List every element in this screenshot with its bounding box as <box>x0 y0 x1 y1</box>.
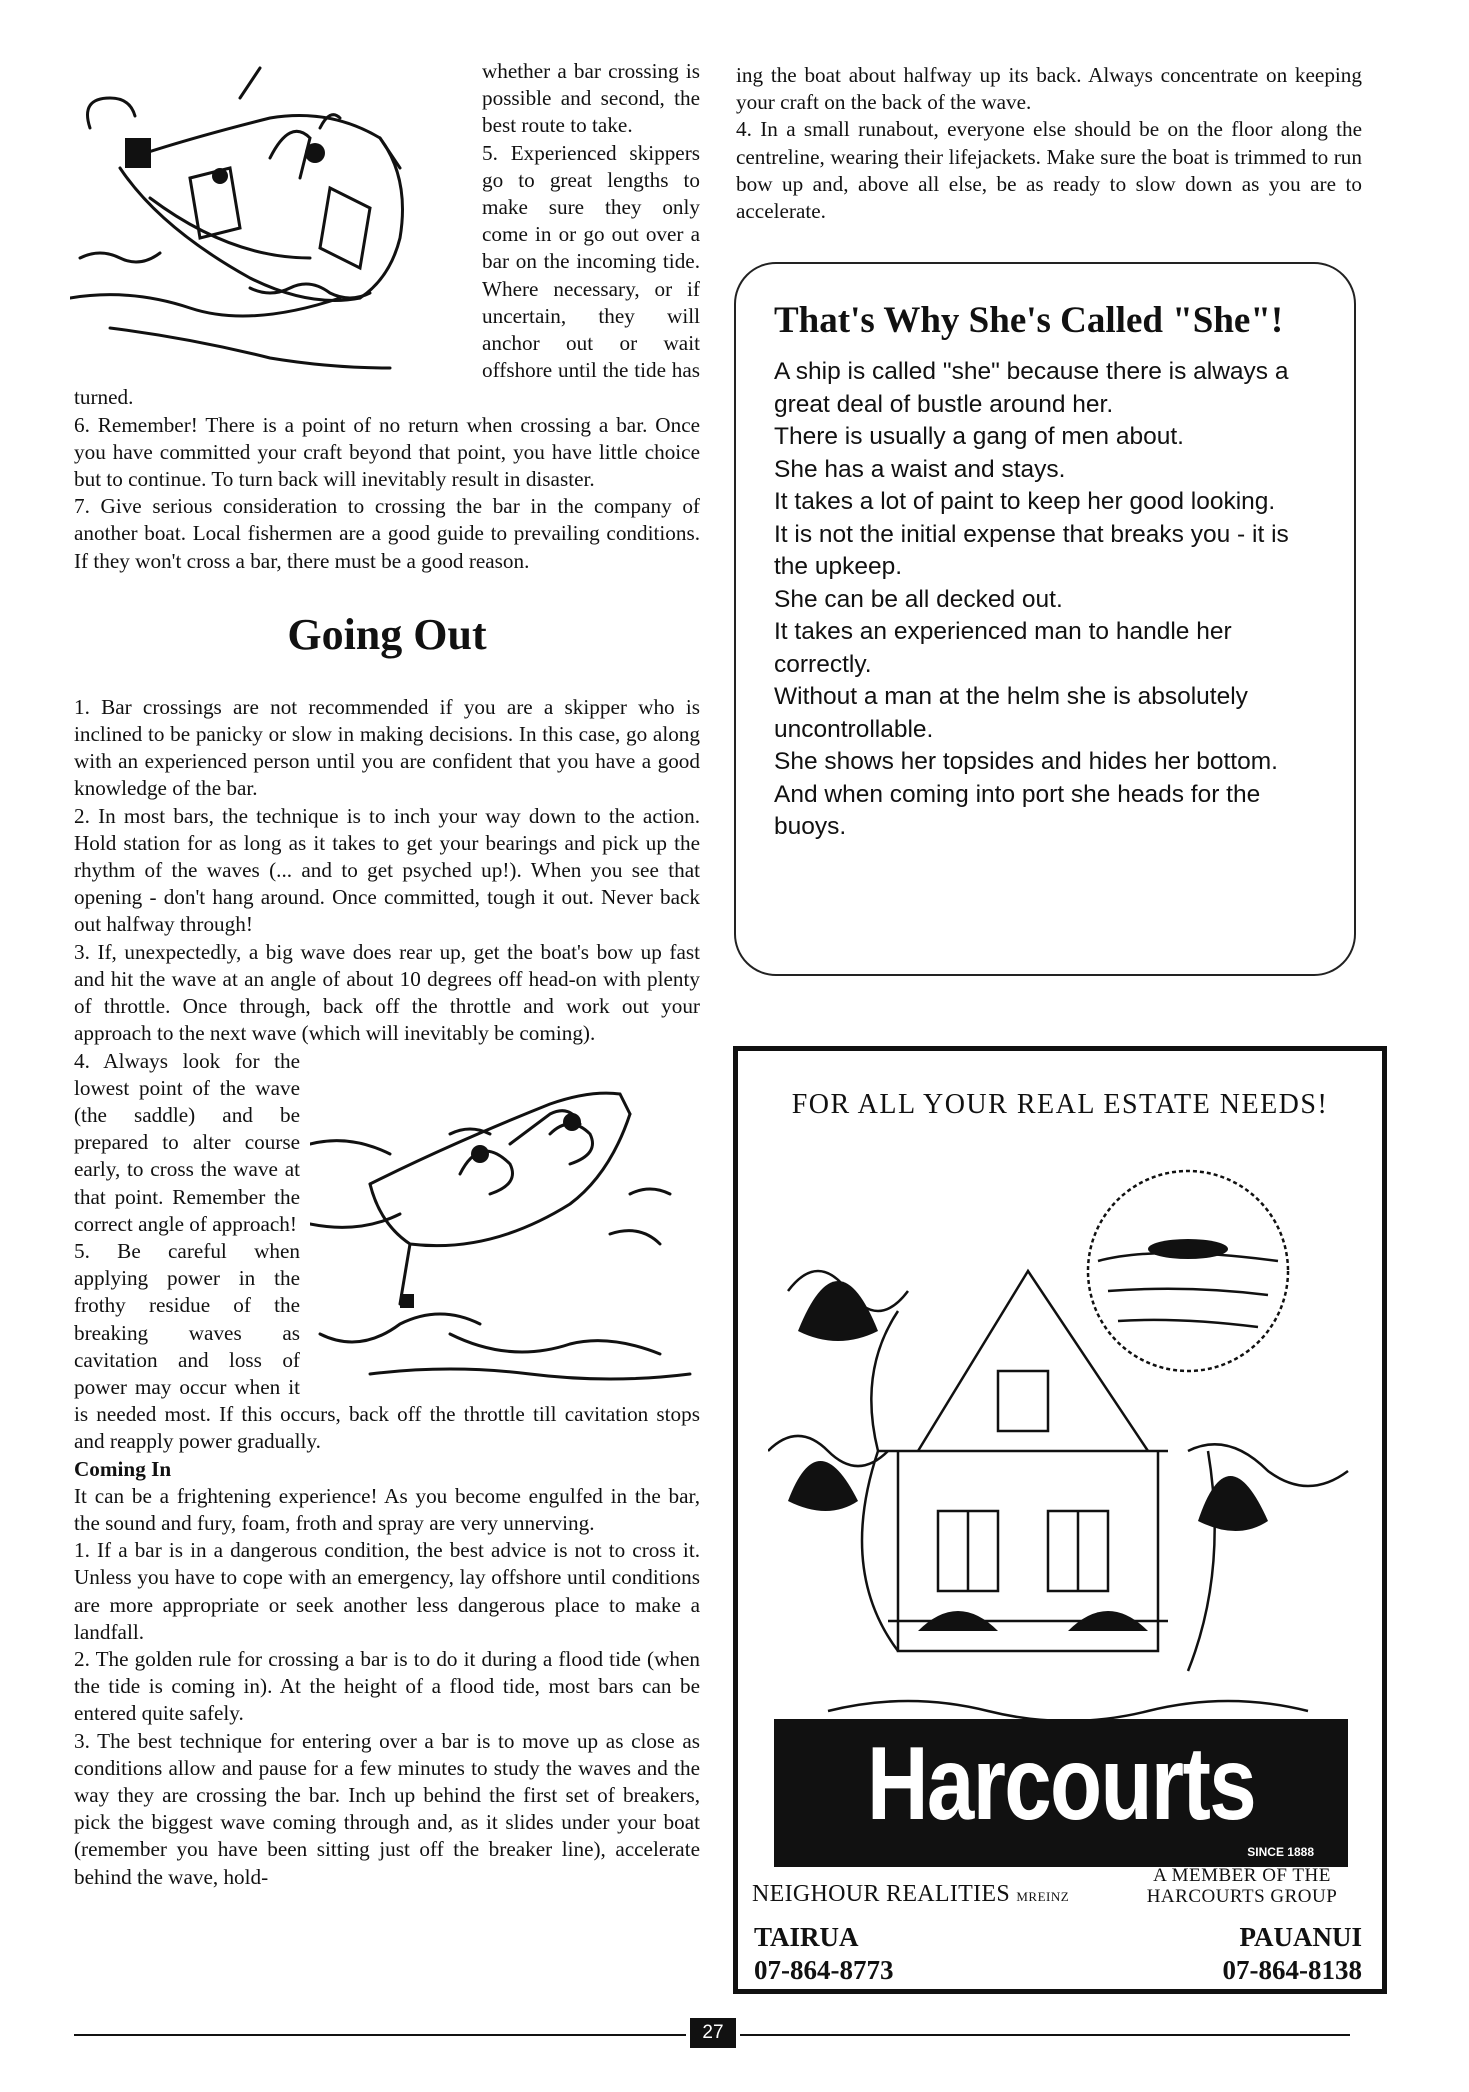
going-out-1: 1. Bar crossings are not recommended if you are a skipper who is inclined to be panicky or slow in making decisions. In this case, go along with an experienced person until you are confident that you have a good knowledge of the bar. <box>74 694 700 801</box>
she-line: And when coming into port she heads for the buoys. <box>774 780 1261 840</box>
she-line: She has a waist and stays. <box>774 455 1066 483</box>
house-illustration <box>768 1151 1358 1781</box>
coming-in-2: 2. The golden rule for crossing a bar is to do it during a flood tide (when the tide is coming in). At the height of a flood tide, most bars can be entered quite safely. <box>74 1646 700 1726</box>
point-4-paragraph: 4. In a small runabout, everyone else should be on the floor along the centreline, wearing their lifejackets. Make sure the boat is trimmed to run bow up and, above all else, be as ready to slow down as you are to accelerate. <box>736 117 1362 224</box>
office-right-phone: 07-864-8138 <box>1222 1955 1362 1985</box>
footer-rule <box>74 2034 686 2036</box>
harcourts-advert <box>733 1046 1387 1994</box>
coming-in-intro: It can be a frightening experience! As you become engulfed in the bar, the sound and fury, foam, froth and spray are very unnerving. <box>74 1483 700 1535</box>
continuation-paragraph: ing the boat about halfway up its back. Always concentrate on keeping your craft on the back of the wave. <box>736 63 1362 115</box>
runabout-illustration <box>310 1054 700 1384</box>
bar-crossing-intro: whether a bar crossing is possible and second, the best route to take. <box>482 59 700 138</box>
harcourts-brand: Harcourts <box>866 1726 1256 1842</box>
member-line-1: A MEMBER OF THE <box>1153 1865 1331 1886</box>
member-statement <box>1122 1865 1362 1907</box>
going-out-5: 5. Be careful when applying power in the frothy residue of the breaking waves as cavitation and loss of power may occur when it is needed most. If this occurs, back off the throttle till cavitation stops and reapply power gradually. <box>74 1238 700 1454</box>
agency-label: NEIGHOUR REALITIES <box>752 1881 1011 1907</box>
footer-rule <box>740 2034 1350 2036</box>
agency-name <box>752 1881 1069 1908</box>
office-pauanui <box>1223 1921 1362 1987</box>
office-left-phone: 07-864-8773 <box>754 1955 894 1985</box>
coming-in-heading: Coming In <box>74 1456 172 1481</box>
member-line-2: HARCOURTS GROUP <box>1146 1886 1338 1907</box>
agency-suffix: MREINZ <box>1016 1889 1070 1904</box>
going-out-4: 4. Always look for the lowest point of the wave (the saddle) and be prepared to alter course early, to cross the wave at that point. Remember the correct angle of approach! <box>74 1048 300 1236</box>
point-5-paragraph: 5. Experienced skippers go to great lengths to make sure they only come in or go out over a bar on the incoming tide. Where necessary, or if uncertain, they will anchor out or wait offshore until the tide has turned. <box>74 140 700 410</box>
she-line: She shows her topsides and hides her bottom. <box>774 748 1278 775</box>
office-tairua <box>754 1921 893 1987</box>
she-line: It takes an experienced man to handle her correctly. <box>774 618 1232 678</box>
she-box-title: That's Why She's Called "She"! <box>774 300 1284 341</box>
she-line: There is usually a gang of men about. <box>774 423 1184 450</box>
she-line: A ship is called "she" because there is always a great deal of bustle around her. <box>774 358 1289 418</box>
office-right-name: PAUANUI <box>1239 1922 1362 1952</box>
harcourts-since: SINCE 1888 <box>1247 1845 1314 1859</box>
she-line: It takes a lot of paint to keep her good looking. <box>774 488 1276 515</box>
she-info-box <box>734 262 1356 976</box>
going-out-heading: Going Out <box>287 609 487 659</box>
right-column <box>736 62 1362 225</box>
point-6-paragraph: 6. Remember! There is a point of no return when crossing a bar. Once you have committed your craft beyond that point, you have little choice but to continue. To turn back will inevitably result in disaster. <box>74 412 700 492</box>
left-column <box>74 58 700 1891</box>
going-out-2: 2. In most bars, the technique is to inch your way down to the action. Hold station for as long as it takes to get your bearings and pick up the rhythm of the waves (... and to get psyched up!). When you see that opening - don't hang around. Once committed, tough it out. Never back out halfway through! <box>74 803 700 937</box>
she-line: It is not the initial expense that breaks you - it is the upkeep. <box>774 520 1289 580</box>
coming-in-3: 3. The best technique for entering over a bar is to move up as close as conditions allow and pause for a few minutes to study the waves and the way they are crossing the bar. Inch up behind the first set of breakers, pick the biggest wave coming through and, as it slides under your boat (remember you have been sitting just off the breaker line), accelerate behind the wave, hold- <box>74 1728 700 1889</box>
ad-tagline: FOR ALL YOUR REAL ESTATE NEEDS! <box>791 1089 1329 1120</box>
boat-crossing-illustration <box>70 58 470 380</box>
going-out-3: 3. If, unexpectedly, a big wave does rear up, get the boat's bow up fast and hit the wave at an angle of about 10 degrees off head-on with plenty of throttle. Once through, back off the throttle and work out your approach to the next wave (which will inevitably be coming). <box>74 939 700 1046</box>
office-left-name: TAIRUA <box>754 1922 859 1952</box>
coming-in-1: 1. If a bar is in a dangerous condition, the best advice is not to cross it. Unless you have to cope with an emergency, lay offshore until conditions are more appropriate or seek another less dangerous place to make a landfall. <box>74 1538 700 1644</box>
harcourts-logo <box>774 1719 1348 1867</box>
point-7-paragraph: 7. Give serious consideration to crossing the bar in the company of another boat. Local fishermen are a good guide to prevailing conditions. If they won't cross a bar, there must be a good reason. <box>74 494 700 573</box>
she-line: She can be all decked out. <box>774 585 1063 613</box>
page-number: 27 <box>690 2018 736 2048</box>
she-line: Without a man at the helm she is absolutely uncontrollable. <box>774 683 1248 743</box>
